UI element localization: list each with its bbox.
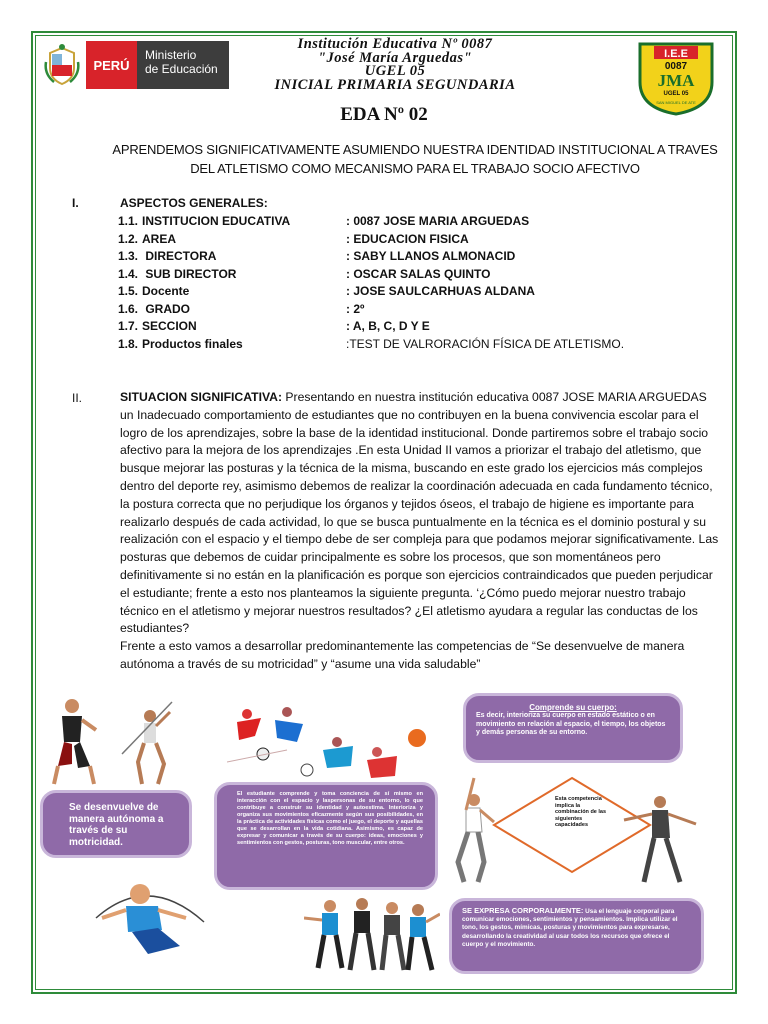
aspect-value: : A, B, C, D Y E [346,319,430,333]
aspect-label: GRADO [142,301,190,316]
aspect-value: : JOSE SAULCARHUAS ALDANA [346,284,535,298]
aspect-value: : SABY LLANOS ALMONACID [346,249,516,263]
aspect-label: AREA [142,231,177,246]
institution-line: INICIAL PRIMARIA SEGUNDARIA [274,76,516,93]
aspect-label: Docente [142,284,190,298]
logo-number: 0087 [664,61,688,72]
aspect-number: 1.7. [118,319,139,333]
institution-header [230,38,560,92]
ministry-line-2: de Educación [145,62,218,76]
aspect-row [118,302,190,320]
sports-collage-illustration [227,702,437,782]
unit-title: APRENDEMOS SIGNIFICATIVAMENTE ASUMIENDO NUESTRA IDENTIDAD INSTITUCIONAL A TRAVES DEL ATLETISMO COMO MECANISMO PARA EL TRABAJO SOCIO AFECTIVO [112,142,718,176]
aspect-number: 1.3. [118,249,139,263]
expresa-text [462,907,691,949]
situation-paragraph [120,389,720,638]
section-number: II. [72,391,83,405]
aspect-value: : 0087 JOSE MARIA ARGUEDAS [346,214,530,228]
comprende-text: Es decir, interioriza su cuerpo en estado estático o en movimiento en relación al espacio, el tiempo, los objetos y demás personas de su entorno. [476,712,666,737]
aspect-label: Productos finales [142,336,243,351]
desenvuelve-text: Se desenvuelve de manera autónoma a través de su motricidad. [69,802,164,848]
comprende-title: Comprende su cuerpo: [529,703,617,712]
aspect-row [118,232,176,250]
aspect-row [118,267,236,285]
estudiante-text: El estudiante comprende y toma conciencia de sí mismo en interacción con el espacio y laspersonas de su entorno, lo que contribuye a construir su identidad y autoestima. Interioriza y organiza sus movimientos eficazmente según sus posibilidades, en la práctica de actividades físicas como el juego, el deporte y aquellas que se desarrollan en la vida cotidiana. Asimismo, es capaz de expresar y comunicar a través de su cuerpo: ideas, emociones y sentimientos con gestos, posturas, tono muscular, entre otros. [237,791,423,846]
situation-paragraph: Frente a esto vamos a desarrollar predominantemente las competencias de “Se desenvuelve de manera autónoma a través de su motricidad” y “asume una vida saludable” [120,639,685,671]
institution-line: "José María Arguedas" [317,49,473,66]
institution-line: Institución Educativa Nº 0087 [297,36,493,52]
logo-initials: JMA [657,71,695,90]
aspect-number: 1.8. [118,336,139,351]
group-exercise-illustration [304,896,440,974]
institution-line: UGEL 05 [364,63,426,79]
aspect-row [118,337,243,355]
comprende-cuerpo-box [463,693,683,763]
ministry-logo [137,41,229,89]
peru-coat-of-arms-icon [44,44,80,86]
aspect-value: :TEST DE VALRORACIÓN FÍSICA DE ATLETISMO. [346,336,625,351]
aspect-row [118,284,189,302]
aspect-label: SECCION [142,319,197,333]
logo-top-text: I.E.E [664,48,688,60]
section-heading: ASPECTOS GENERALES: [120,196,268,210]
aspect-number: 1.6. [118,301,139,316]
aspect-value: : OSCAR SALAS QUINTO [346,266,491,281]
aspect-row [118,319,197,337]
situation-text [120,389,720,674]
situation-body: Presentando en nuestra institución educativa 0087 JOSE MARIA ARGUEDAS un Inadecuado comportamiento de estudiantes que no contribuyen en la buena convivencia escolar para el logro de los aprendizajes, sobre la base de la identidad institucional. Donde partiremos sobre el trabajo socio afectivo para la mejora de los aprendizajes .En esta Unidad II vamos a priorizar el trabajo del atletismo, que busque mejorar las posturas y la técnica de la misma, buscando en este grado los ejercicios más complejos dentro del deporte rey, asimismo debemos de realizar la coordinación adecuada en cada fundamento técnico, la postura correcta que no perjudique los órganos y tejidos óseos, el trabajo de higiene es importante para realizarlo después de cada actividad, lo que se busca puntualmente en la técnica es el dominio postural y su realización con el espacio y el tiempo debe de ser compleja para que podamos mejorar significativamente. Las posturas que debemos de cuidar principalmente es sobre los procesos, que son momentáneos pero definitivamente si no están en la planificación es porque son ejercicios contraindicados que pueden perjudicar el estudiante; frente a esto nos planteamos la siguiente pregunta. ‘¿Cómo puedo mejorar nuestro trabajo técnico en el atletismo y mejorar nuestros resultados? ¿El atletismo ayudara a regular las conductas de los estudiantes? [120,390,719,636]
aspect-value: : EDUCACION FISICA [346,231,469,246]
aspect-number: 1.5. [118,284,139,298]
expresa-body: Usa el lenguaje corporal para comunicar emociones, sentimientos y pensamientos. Implica utilizar el tono, los gestos, mímicas, posturas y movimientos para expresarse, desarrollando la creatividad al usar todos los recursos que ofrece el cuerpo y el movimiento. [462,908,678,948]
expresa-title: SE EXPRESA CORPORALMENTE: [462,906,584,915]
aspect-row [118,249,216,267]
diamond-text: Esta competencia implica la combinación de las siguientes capacidades [555,796,607,828]
situation-label: SITUACION SIGNIFICATIVA: [120,390,283,404]
peru-logo [86,41,137,89]
logo-arc-text: SAN MIGUEL DE ATE [656,100,696,105]
aspect-label: DIRECTORA [142,249,217,263]
eda-title: EDA Nº 02 [340,104,428,125]
athletes-illustration [50,694,185,788]
ministry-line-1: Ministerio [145,48,197,62]
section-number: I. [72,196,79,210]
jump-rope-boy-illustration [88,878,208,958]
logo-ugel: UGEL 05 [663,91,689,97]
aspect-label: SUB DIRECTOR [142,266,237,281]
aspect-value: : 2º [346,301,365,316]
aspect-number: 1.2. [118,231,139,246]
expresa-corporalmente-box [449,898,704,974]
aspect-number: 1.4. [118,266,139,281]
aspect-row [118,214,290,232]
aspect-number: 1.1. [118,214,139,228]
peru-label: PERÚ [93,57,130,73]
estudiante-box [214,782,438,890]
desenvuelve-box [40,790,192,858]
aspect-label: INSTITUCION EDUCATIVA [142,214,291,228]
